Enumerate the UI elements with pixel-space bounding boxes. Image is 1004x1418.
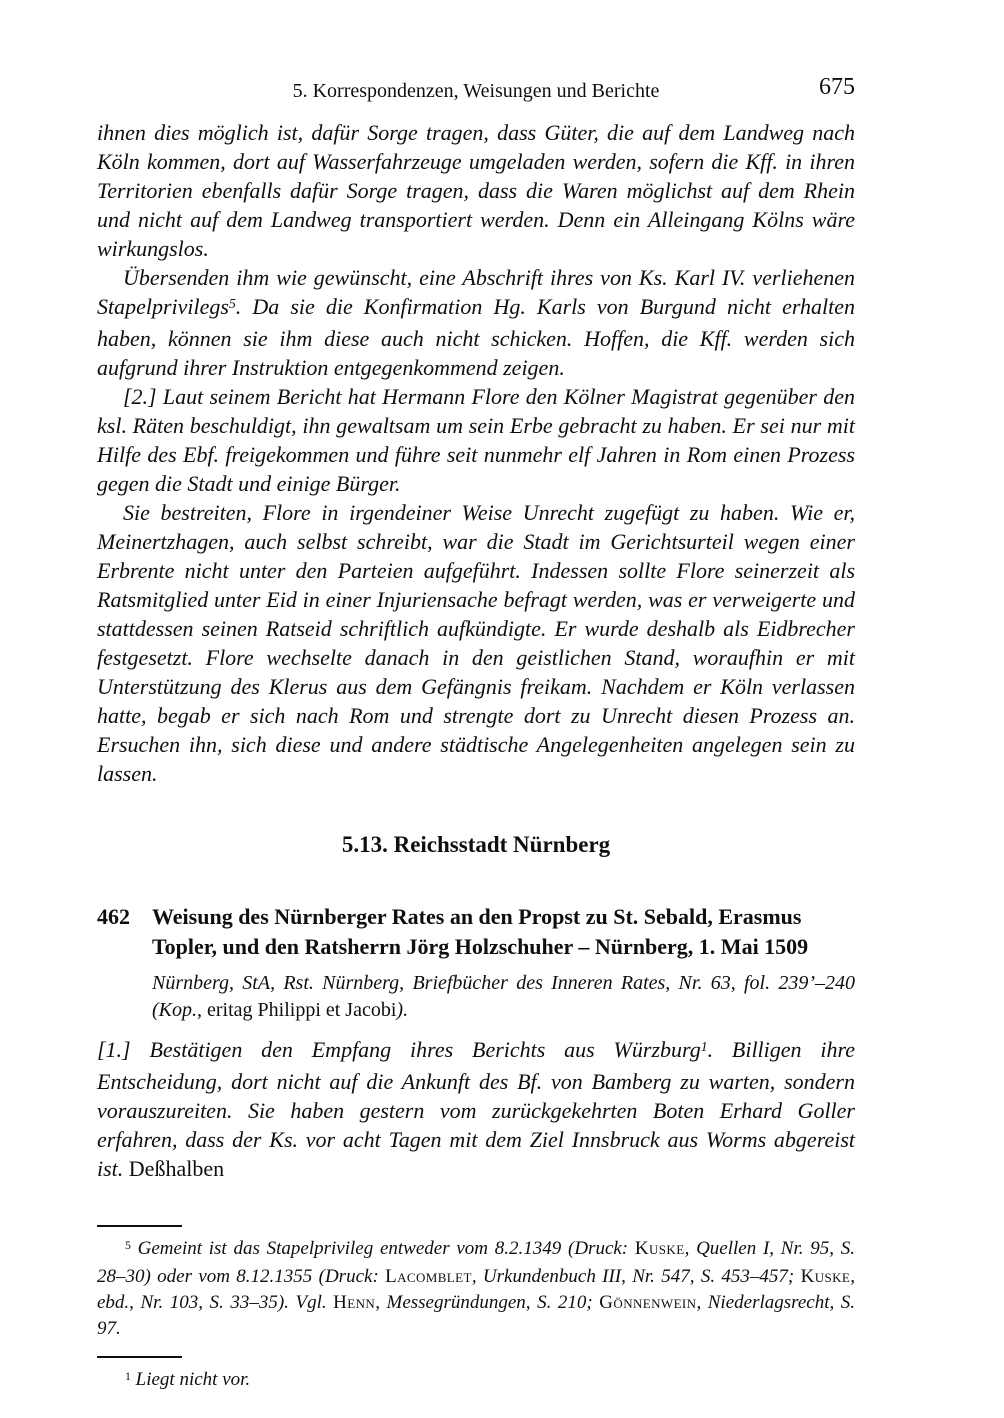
text-segment: 1	[700, 1038, 708, 1054]
text-segment: , Messegründungen, S. 210;	[375, 1292, 600, 1313]
text-segment: 1	[125, 1369, 131, 1383]
footnote-block	[97, 1225, 855, 1342]
text-segment: Kuske	[634, 1238, 685, 1259]
text-segment: . Billigen ihre Entscheidung, dort nicht auf die Ankunft des Bf. von Bamberg zu warten, sondern vorauszureiten. Sie haben gestern vom zurückgekehrten Boten Erhard Goller erfahren, dass der Ks. vor acht Tagen mit dem Ziel Innsbruck aus Worms abgereist ist.	[97, 1037, 855, 1181]
body-paragraph	[97, 382, 855, 498]
body-paragraph	[97, 498, 855, 788]
text-column	[97, 74, 856, 1395]
text-segment: Sie bestreiten, Flore in irgendeiner Weise Unrecht zugefügt zu haben. Wie er, Meinertzhagen, auch selbst schreibt, war die Stadt im Gerichtsurteil wegen einer Erbrente nicht unter den Parteien aufgeführt. Indessen sollte Flore seinerzeit als Ratsmitglied unter Eid in einer Injuriensache befragt werden, was er verweigerte und stattdessen seinen Ratseid schriftlich aufkündigte. Er wurde deshalb als Eidbrecher festgesetzt. Flore wechselte danach in den geistlichen Stand, woraufhin er mit Unterstützung des Klerus aus dem Gefängnis freikam. Nachdem er Köln verlassen hatte, begab er sich nach Rom und strengte dort zu Unrecht diesen Prozess an. Ersuchen ihn, sich diese und andere städtische Angelegenheiten angelegen sein zu lassen.	[97, 500, 855, 786]
entry-paragraph	[97, 1035, 855, 1183]
entry-header	[97, 902, 855, 962]
text-segment: , Urkundenbuch III, Nr. 547, S. 453–457;	[471, 1266, 801, 1287]
text-segment: [2.] Laut seinem Bericht hat Hermann Flore den Kölner Magistrat gegenüber den ksl. Räten beschuldigt, ihn gewaltsam um sein Erbe gebracht zu haben. Er sei nur mit Hilfe des Ebf. freigekommen und führe seit nunmehr elf Jahren in Rom einen Prozess gegen die Stadt und einige Bürger.	[97, 384, 855, 496]
text-segment: ).	[396, 999, 409, 1021]
body-paragraph-continuation	[97, 118, 855, 263]
text-segment: Lacomblet	[385, 1266, 472, 1287]
footnote-separator-rule	[97, 1225, 182, 1227]
text-segment: , Niederlagsrecht, S. 97.	[97, 1292, 856, 1339]
text-segment: , ebd., Nr. 103, S. 33–35). Vgl.	[97, 1266, 855, 1313]
footnote-block	[97, 1356, 855, 1395]
body-paragraph	[97, 263, 855, 382]
text-segment: eritag Philippi et Jacobi	[202, 999, 397, 1021]
text-segment: ihnen dies möglich ist, dafür Sorge tragen, dass Güter, die auf dem Landweg nach Köln kommen, dort auf Wasserfahrzeuge umgeladen werden, sofern die Kff. in ihren Territorien ebenfalls dafür Sorge tragen, dass die Waren möglichst auf dem Rhein und nicht auf dem Landweg transportiert werden. Denn ein Alleingang Kölns wäre wirkungslos.	[97, 120, 855, 261]
entry-title: Weisung des Nürnberger Rates an den Propst zu St. Sebald, Erasmus Topler, und den Ratsherrn Jörg Holzschuher – Nürnberg, 1. Mai 1509	[152, 904, 809, 959]
text-segment: [1.] Bestätigen den Empfang ihres Berichts aus Würzburg	[97, 1037, 701, 1062]
text-segment: , Quellen I, Nr. 95, S. 28–30) oder vom 8.12.1355 (Druck:	[97, 1238, 856, 1287]
footnote-5	[97, 1236, 855, 1342]
source-citation	[152, 970, 855, 1024]
text-segment: Henn	[333, 1292, 376, 1313]
text-segment: Kuske	[800, 1266, 851, 1287]
text-segment: 5	[125, 1238, 131, 1252]
section-heading: 5.13. Reichsstadt Nürnberg	[341, 832, 611, 857]
entry-number: 462	[97, 904, 130, 929]
text-segment: Übersenden ihm wie gewünscht, eine Abschrift ihres von Ks. Karl IV. verliehenen Stapelprivilegs	[97, 265, 855, 319]
text-segment: Liegt nicht vor.	[130, 1369, 251, 1390]
text-segment: Nürnberg, StA, Rst. Nürnberg, Briefbücher des Inneren Rates, Nr. 63, fol. 239’–240 (Kop.,	[152, 972, 855, 1021]
text-segment: Deßhalben	[123, 1156, 225, 1181]
footnote-area	[97, 1225, 855, 1395]
page-number: 675	[819, 74, 855, 100]
running-header-title: 5. Korrespondenzen, Weisungen und Berichte	[292, 80, 660, 102]
footnote-separator-rule	[97, 1356, 182, 1358]
text-segment: . Da sie die Konfirmation Hg. Karls von Burgund nicht erhalten haben, können sie ihm diese auch nicht schicken. Hoffen, die Kff. werden sich aufgrund ihrer Instruktion entgegenkommend zeigen.	[97, 294, 855, 380]
footnote-1	[97, 1367, 855, 1395]
text-segment: 5	[228, 295, 236, 311]
text-segment: Gönnenwein	[599, 1292, 697, 1313]
running-header	[97, 74, 855, 104]
text-segment: Gemeint ist das Stapelprivileg entweder vom 8.2.1349 (Druck:	[130, 1238, 635, 1259]
